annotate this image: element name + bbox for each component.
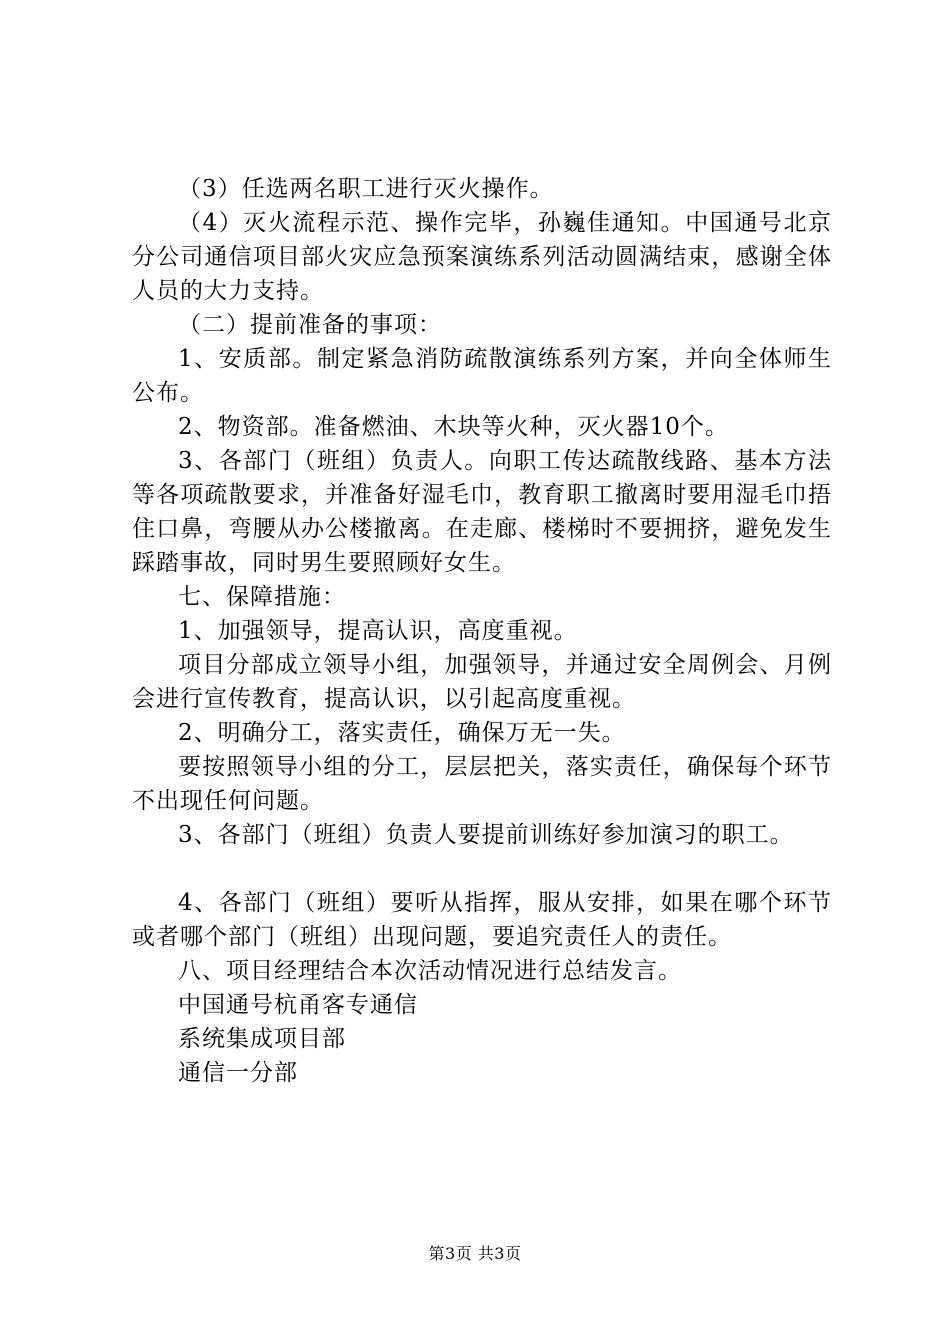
paragraph-materials-dept: 2、物资部。准备燃油、木块等火种，灭火器10个。 [178,414,729,440]
signature-line-3: 通信一分部 [178,1060,298,1086]
paragraph-safety-dept: 1、安质部。制定紧急消防疏散演练系列方案，并向全体师生公布。 [132,346,832,406]
paragraph-follow-command: 4、各部门（班组）要听从指挥，服从安排，如果在哪个环节或者哪个部门（班组）出现问题，要追究责任人的责任。 [132,890,832,950]
paragraph-clear-division: 2、明确分工，落实责任，确保万无一失。 [178,720,626,746]
paragraph-drill-conclusion: （4）灭火流程示范、操作完毕，孙巍佳通知。中国通号北京分公司通信项目部火灾应急预案演练系列活动圆满结束，感谢全体人员的大力支持。 [132,210,832,304]
paragraph-train-staff: 3、各部门（班组）负责人要提前训练好参加演习的职工。 [178,822,794,848]
signature-line-1: 中国通号杭甬客专通信 [178,992,418,1018]
paragraph-leadership-group: 项目分部成立领导小组，加强领导，并通过安全周例会、月例会进行宣传教育，提高认识，以引起高度重视。 [132,652,832,712]
page-number-footer: 第3页 共3页 [428,1244,522,1263]
section-heading-summary: 八、项目经理结合本次活动情况进行总结发言。 [178,958,682,984]
paragraph-strengthen-leadership: 1、加强领导，提高认识，高度重视。 [178,618,578,644]
section-heading-preparation: （二）提前准备的事项： [178,312,442,338]
paragraph-dept-leaders: 3、各部门（班组）负责人。向职工传达疏散线路、基本方法等各项疏散要求，并准备好湿毛巾，教育职工撤离时要用湿毛巾捂住口鼻，弯腰从办公楼撤离。在走廊、楼梯时不要拥挤，避免发生踩踏事故，同时男生要照顾好女生。 [132,448,832,576]
section-heading-safeguards: 七、保障措施： [178,584,346,610]
paragraph-fire-drill-operation: （3）任选两名职工进行灭火操作。 [178,176,554,202]
signature-line-2: 系统集成项目部 [178,1026,346,1052]
paragraph-checkpoints: 要按照领导小组的分工，层层把关，落实责任，确保每个环节不出现任何问题。 [132,754,832,814]
document-body [132,172,832,1090]
